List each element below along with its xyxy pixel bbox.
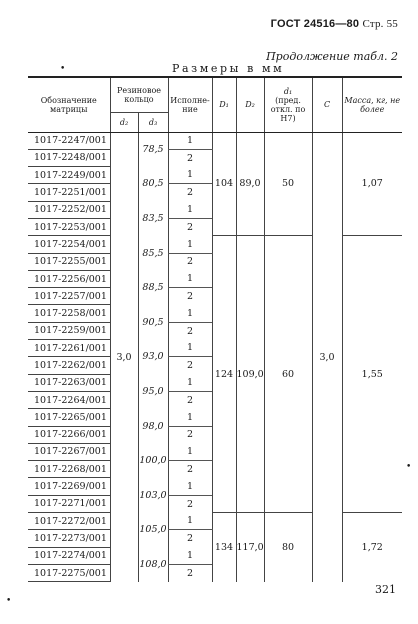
designation-cell: 1017-2272/001 [28, 513, 110, 530]
dimensions-table [28, 76, 402, 582]
designation-cell: 1017-2264/001 [28, 391, 110, 408]
d1-cell: 80 [264, 513, 312, 582]
designation-cell: 1017-2253/001 [28, 218, 110, 235]
col-d1-symbol: d₁ [283, 86, 293, 96]
d3-cell: 100,0 [138, 443, 168, 478]
designation-cell: 1017-2273/001 [28, 530, 110, 547]
version-cell: 2 [168, 495, 212, 512]
designation-cell: 1017-2247/001 [28, 132, 110, 149]
C-cell: 3,0 [312, 132, 342, 582]
d3-cell: 83,5 [138, 201, 168, 236]
version-cell: 1 [168, 443, 212, 460]
d3-cell: 90,5 [138, 305, 168, 340]
version-cell: 2 [168, 530, 212, 547]
print-speck: • [60, 64, 66, 74]
d3-cell: 95,0 [138, 374, 168, 409]
col-D2: D₂ [236, 77, 264, 132]
designation-cell: 1017-2257/001 [28, 288, 110, 305]
designation-cell: 1017-2249/001 [28, 167, 110, 184]
version-cell: 1 [168, 236, 212, 253]
table-title: Размеры в мм [172, 62, 285, 75]
version-cell: 2 [168, 461, 212, 478]
col-d2: d₂ [110, 112, 138, 132]
d3-cell: 85,5 [138, 236, 168, 271]
mass-cell: 1,72 [342, 513, 402, 582]
page-label: Стр. 55 [362, 18, 398, 30]
D2-cell: 109,0 [236, 236, 264, 513]
d3-cell: 93,0 [138, 340, 168, 375]
version-cell: 2 [168, 357, 212, 374]
version-cell: 1 [168, 132, 212, 149]
col-D1: D₁ [212, 77, 236, 132]
table-row [28, 132, 402, 149]
d3-cell: 108,0 [138, 547, 168, 582]
designation-cell: 1017-2256/001 [28, 270, 110, 287]
col-mass: Масса, кг, не более [342, 77, 402, 132]
designation-cell: 1017-2255/001 [28, 253, 110, 270]
col-designation: Обозначение матрицы [28, 77, 110, 132]
D1-cell: 124 [212, 236, 236, 513]
D2-cell: 117,0 [236, 513, 264, 582]
d2-cell: 3,0 [110, 132, 138, 582]
col-ring: Резиновое кольцо [110, 77, 168, 112]
mass-cell: 1,07 [342, 132, 402, 236]
designation-cell: 1017-2259/001 [28, 322, 110, 339]
version-cell: 1 [168, 513, 212, 530]
d1-cell: 60 [264, 236, 312, 513]
version-cell: 1 [168, 270, 212, 287]
version-cell: 2 [168, 288, 212, 305]
designation-cell: 1017-2275/001 [28, 564, 110, 581]
version-cell: 1 [168, 201, 212, 218]
designation-cell: 1017-2258/001 [28, 305, 110, 322]
standard-code: ГОСТ 24516—80 [270, 18, 360, 30]
page-header [271, 18, 398, 30]
table-row [28, 513, 402, 530]
page-number: 321 [375, 583, 396, 596]
designation-cell: 1017-2248/001 [28, 149, 110, 166]
print-speck: • [406, 462, 412, 472]
col-version: Исполне-ние [168, 77, 212, 132]
version-cell: 1 [168, 547, 212, 564]
col-d3: d₃ [138, 112, 168, 132]
col-C: C [312, 77, 342, 132]
designation-cell: 1017-2271/001 [28, 495, 110, 512]
version-cell: 2 [168, 149, 212, 166]
d3-cell: 103,0 [138, 478, 168, 513]
version-cell: 2 [168, 564, 212, 581]
version-cell: 1 [168, 340, 212, 357]
version-cell: 1 [168, 409, 212, 426]
table-body [28, 132, 402, 582]
mass-cell: 1,55 [342, 236, 402, 513]
version-cell: 2 [168, 184, 212, 201]
col-d1-note: (пред. откл. по H7) [270, 95, 306, 123]
designation-cell: 1017-2267/001 [28, 443, 110, 460]
version-cell: 1 [168, 374, 212, 391]
designation-cell: 1017-2261/001 [28, 340, 110, 357]
d3-cell: 98,0 [138, 409, 168, 444]
d1-cell: 50 [264, 132, 312, 236]
d3-cell: 105,0 [138, 513, 168, 548]
version-cell: 1 [168, 478, 212, 495]
table-row [28, 236, 402, 253]
designation-cell: 1017-2262/001 [28, 357, 110, 374]
designation-cell: 1017-2263/001 [28, 374, 110, 391]
version-cell: 2 [168, 322, 212, 339]
col-d1 [264, 77, 312, 132]
D1-cell: 134 [212, 513, 236, 582]
version-cell: 2 [168, 253, 212, 270]
D1-cell: 104 [212, 132, 236, 236]
designation-cell: 1017-2266/001 [28, 426, 110, 443]
designation-cell: 1017-2254/001 [28, 236, 110, 253]
version-cell: 2 [168, 426, 212, 443]
version-cell: 2 [168, 391, 212, 408]
d3-cell: 78,5 [138, 132, 168, 167]
d3-cell: 80,5 [138, 167, 168, 202]
version-cell: 1 [168, 305, 212, 322]
continuation-note: Продолжение табл. 2 [266, 50, 398, 63]
d3-cell: 88,5 [138, 270, 168, 305]
version-cell: 1 [168, 167, 212, 184]
D2-cell: 89,0 [236, 132, 264, 236]
designation-cell: 1017-2252/001 [28, 201, 110, 218]
version-cell: 2 [168, 218, 212, 235]
print-speck: • [6, 596, 12, 606]
designation-cell: 1017-2251/001 [28, 184, 110, 201]
designation-cell: 1017-2269/001 [28, 478, 110, 495]
designation-cell: 1017-2274/001 [28, 547, 110, 564]
designation-cell: 1017-2268/001 [28, 461, 110, 478]
designation-cell: 1017-2265/001 [28, 409, 110, 426]
